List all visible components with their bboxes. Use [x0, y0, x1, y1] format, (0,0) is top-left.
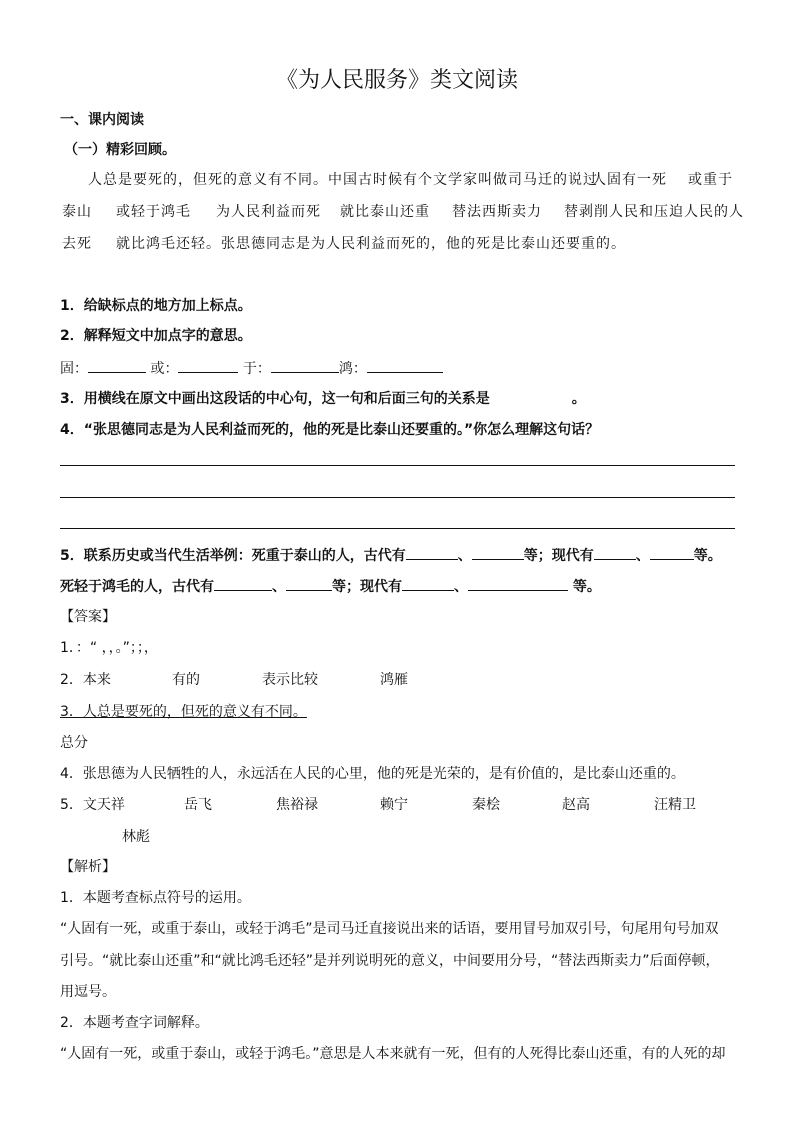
analysis-paragraph: 引号。“就比泰山还重”和“就比鸿毛还轻”是并列说明死的意义，中间要用分号，“替法西斯卖力”后面停顿，	[60, 953, 720, 969]
answer-line[interactable]	[60, 465, 735, 466]
fill-label: 固：	[60, 361, 88, 377]
question-1: 1．给缺标点的地方加上标点。	[60, 298, 252, 314]
answer-line[interactable]	[60, 528, 735, 529]
part-heading: （一）精彩回顾。	[64, 142, 176, 158]
passage-text: 泰山	[62, 204, 92, 220]
answer-blank[interactable]	[468, 576, 568, 591]
passage-text: 替剥削人民和压迫人民的人	[564, 204, 744, 220]
answer-line[interactable]	[60, 497, 735, 498]
section-heading: 一、课内阅读	[60, 112, 144, 128]
q5-text: 等。	[693, 548, 722, 564]
analysis-paragraph: “人固有一死，或重于泰山，或轻于鸿毛。”意思是人本来就有一死，但有的人死得比泰山还重，有的人死的却	[60, 1046, 726, 1062]
analysis-heading: 【解析】	[60, 859, 116, 875]
answer-blank[interactable]	[286, 576, 332, 591]
q5-text: 死轻于鸿毛的人，古代有	[60, 579, 214, 595]
answer-blank[interactable]	[214, 576, 272, 591]
answer-item: 有的	[172, 672, 200, 688]
analysis-paragraph: “人固有一死，或重于泰山，或轻于鸿毛”是司马迁直接说出来的话语，要用冒号加双引号，句尾用句号加双	[60, 921, 719, 937]
question-3	[60, 389, 586, 409]
answer-blank[interactable]	[594, 545, 636, 560]
passage-text: 或重于	[688, 172, 733, 188]
passage-text: 或轻于鸿毛	[116, 204, 191, 220]
analysis-paragraph: 用逗号。	[60, 984, 116, 1000]
answer-item: 鸿雁	[380, 672, 408, 688]
answer-blank[interactable]	[367, 358, 443, 373]
q5-text: 、	[454, 579, 468, 595]
answer-blank[interactable]	[88, 358, 146, 373]
answer-blank[interactable]	[178, 358, 238, 373]
passage-text: 为人民利益而死	[216, 204, 321, 220]
question-2-fill	[60, 358, 443, 379]
passage-text: 人固有一死	[592, 172, 667, 188]
passage-text: 去死	[62, 236, 92, 252]
analysis-paragraph: 1．本题考查标点符号的运用。	[60, 890, 251, 906]
answer-blank[interactable]	[402, 576, 454, 591]
answer-item: 岳飞	[184, 797, 212, 813]
answer-blank[interactable]	[406, 545, 458, 560]
q5-text: 5．联系历史或当代生活举例：死重于泰山的人，古代有	[60, 548, 406, 564]
answer-item: 焦裕禄	[276, 797, 318, 813]
answer-3-relation: 总分	[60, 735, 88, 751]
answer-item: 5．文天祥	[60, 797, 125, 813]
answer-item: 赖宁	[380, 797, 408, 813]
fill-label: 或：	[150, 361, 179, 377]
fill-label: 于：	[242, 361, 271, 377]
passage-text: 就比鸿毛还轻。张思德同志是为人民利益而死的，他的死是比泰山还要重的。	[116, 236, 626, 252]
page-title: 《为人民服务》类文阅读	[275, 68, 518, 93]
question-3-text: 3．用横线在原文中画出这段话的中心句，这一句和后面三句的关系是	[60, 391, 490, 407]
question-5-line-1	[60, 545, 722, 566]
analysis-paragraph: 2．本题考查字词解释。	[60, 1015, 209, 1031]
answer-1: 1．：“ ，，。”；；，	[60, 640, 158, 656]
answer-3	[60, 702, 307, 722]
q5-text: 等；现代有	[523, 548, 594, 564]
q5-text: 、	[635, 548, 650, 564]
q5-text: 等；现代有	[332, 579, 402, 595]
question-5-line-2	[60, 576, 601, 597]
answer-item: 秦桧	[472, 797, 500, 813]
answer-3-text: 3．人总是要死的，但死的意义有不同。	[60, 704, 307, 720]
passage-text: 替法西斯卖力	[452, 204, 542, 220]
question-2: 2．解释短文中加点字的意思。	[60, 328, 252, 344]
passage-text: 人总是要死的，但死的意义有不同。中国古时候有个文学家叫做司马迁的说过	[88, 172, 598, 188]
answer-blank[interactable]	[472, 545, 524, 560]
q5-text: 等。	[572, 579, 601, 595]
answer-blank[interactable]	[650, 545, 694, 560]
q5-text: 、	[272, 579, 286, 595]
answer-item: 林彪	[122, 829, 150, 845]
passage-text: 就比泰山还重	[340, 204, 430, 220]
question-3-end: 。	[571, 391, 586, 407]
answer-heading: 【答案】	[60, 609, 116, 625]
answer-blank[interactable]	[271, 358, 339, 373]
question-4: 4．“张思德同志是为人民利益而死的，他的死是比泰山还要重的。”你怎么理解这句话？	[60, 422, 600, 438]
answer-item: 表示比较	[262, 672, 318, 688]
answer-item: 汪精卫	[654, 797, 696, 813]
answer-4: 4．张思德为人民牺牲的人，永远活在人民的心里，他的死是光荣的，是有价值的，是比泰山还重的。	[60, 766, 685, 782]
answer-item: 赵高	[562, 797, 590, 813]
fill-label: 鸿：	[338, 361, 367, 377]
q5-text: 、	[457, 548, 472, 564]
answer-item: 2．本来	[60, 672, 111, 688]
